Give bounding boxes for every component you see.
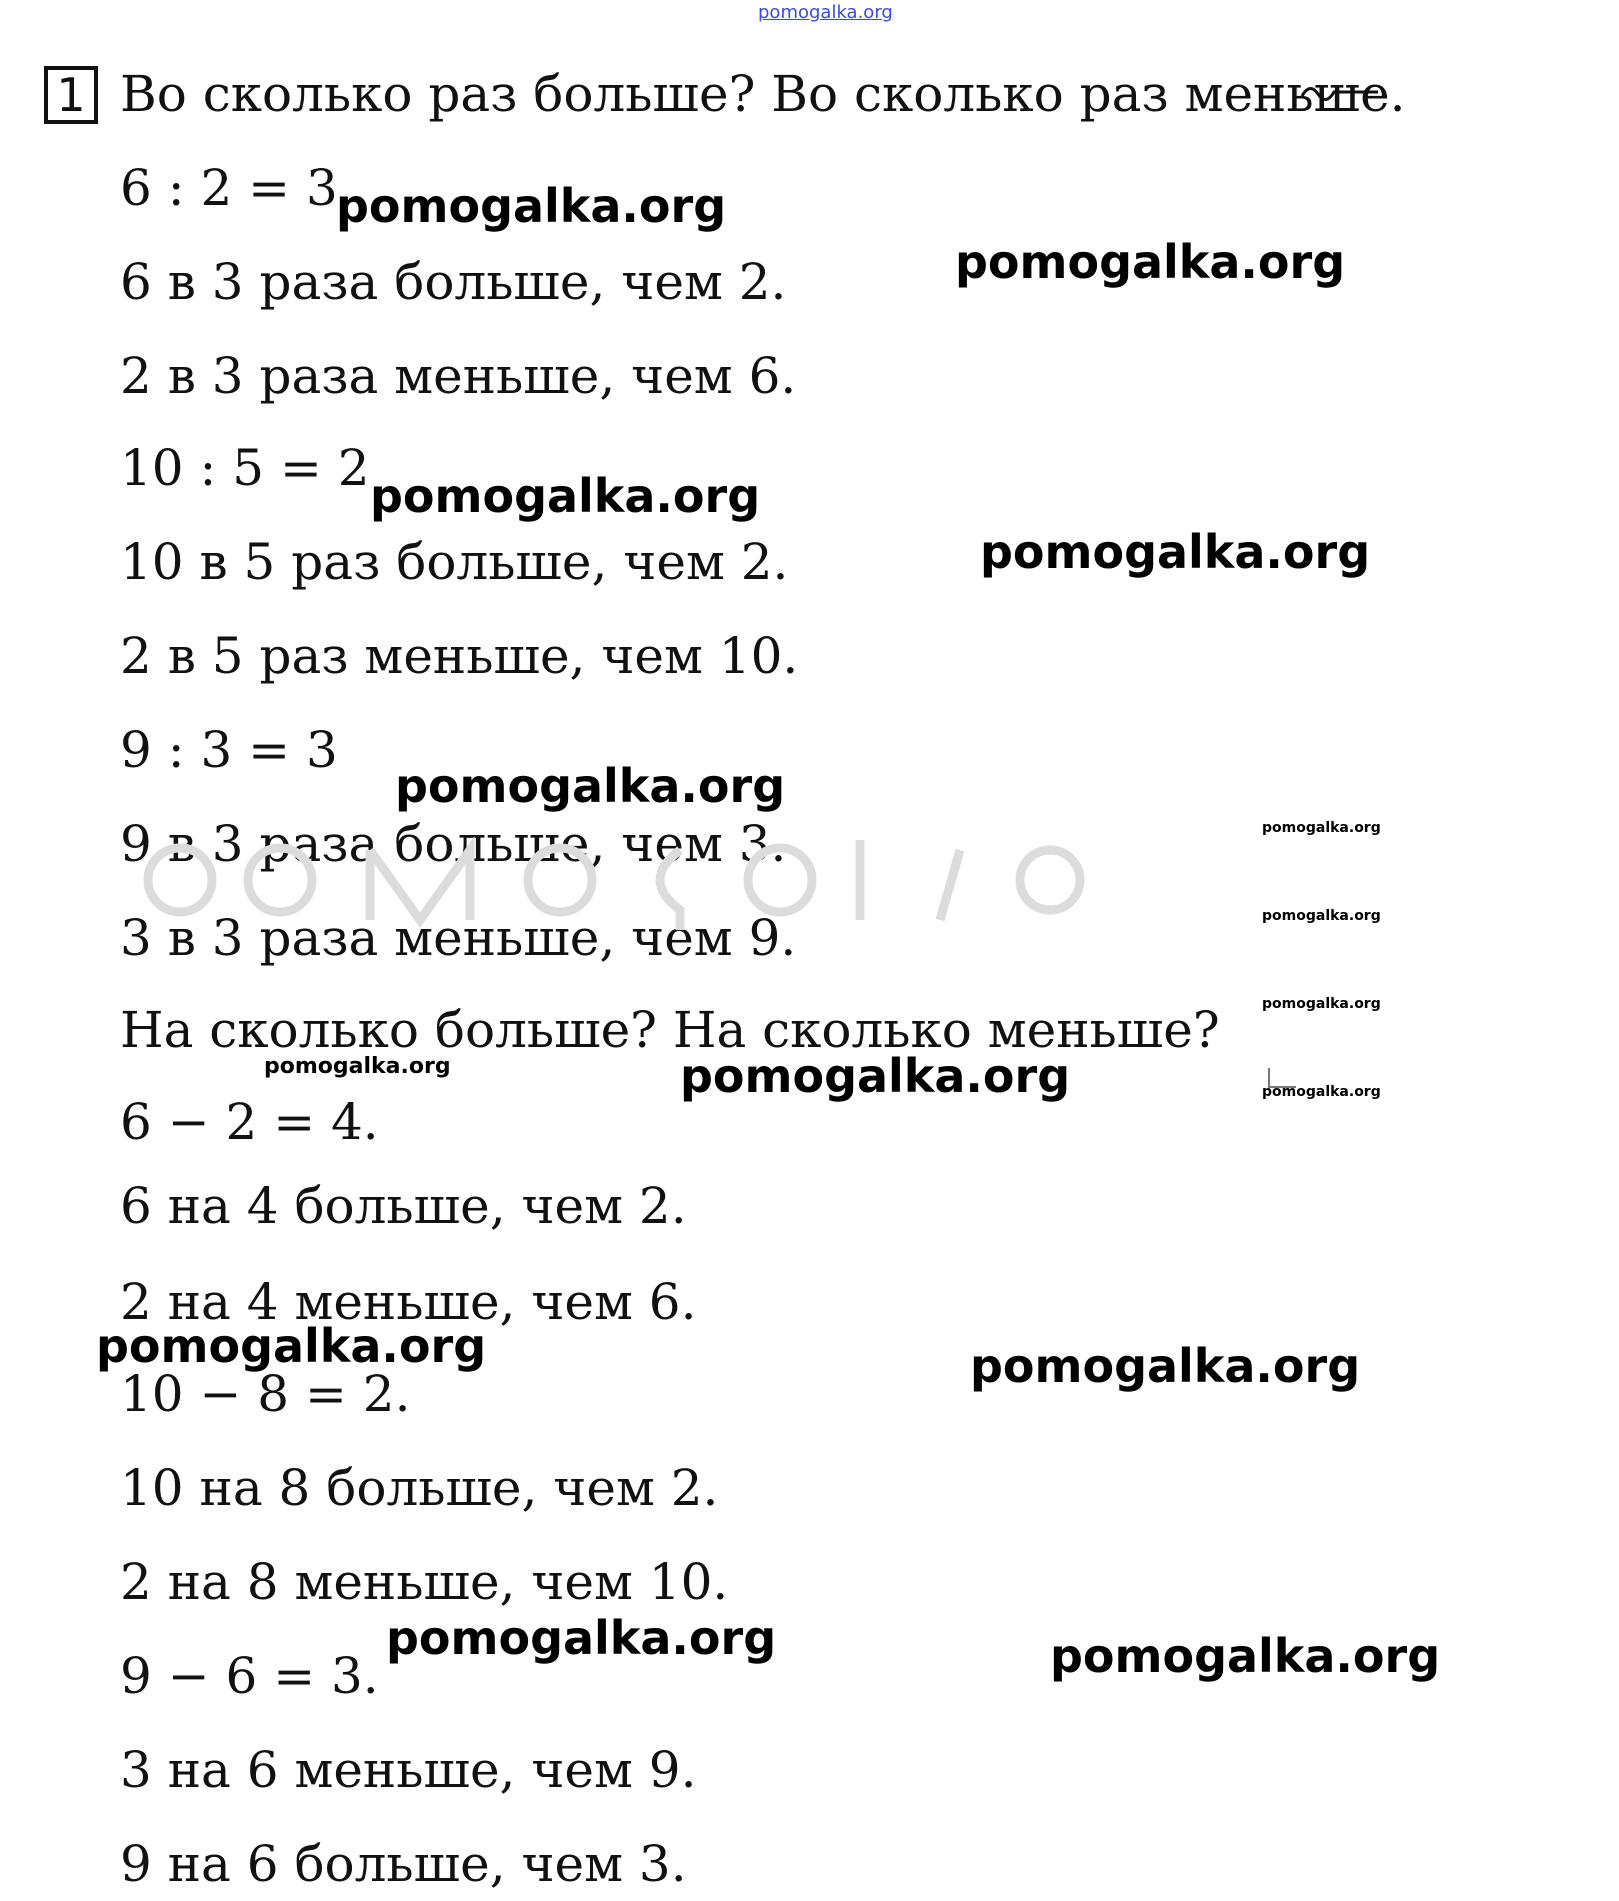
watermark: pomogalka.org [386,1611,777,1665]
answer-line: 2 на 4 меньше, чем 6. [120,1273,697,1331]
answer-line: 9 : 3 = 3 [120,721,338,779]
answer-line: 9 − 6 = 3. [120,1647,379,1705]
watermark: pomogalka.org [370,469,761,523]
scribble-mark [1300,78,1380,102]
answer-line: 2 на 8 меньше, чем 10. [120,1553,729,1611]
answer-line: 10 : 5 = 2 [120,439,370,497]
task-number-box: 1 [44,66,98,124]
watermark: pomogalka.org [336,179,727,233]
answer-line: 3 на 6 меньше, чем 9. [120,1741,697,1799]
answer-line: 6 − 2 = 4. [120,1093,379,1151]
watermark: pomogalka.org [96,1319,487,1373]
watermark-small: pomogalka.org [1262,908,1381,924]
watermark: pomogalka.org [395,759,786,813]
answer-line: 10 − 8 = 2. [120,1365,411,1423]
watermark-small: pomogalka.org [1262,820,1381,836]
watermark-small: pomogalka.org [264,1054,451,1079]
task-title: Во сколько раз больше? Во сколько раз меньше. [120,65,1406,123]
answer-line: 9 на 6 больше, чем 3. [120,1835,687,1893]
answer-line: 6 : 2 = 3 [120,159,338,217]
top-watermark[interactable]: pomogalka.org [758,2,893,23]
answer-line: 10 на 8 больше, чем 2. [120,1459,719,1517]
answer-line: 10 в 5 раз больше, чем 2. [120,533,789,591]
watermark: pomogalka.org [1050,1629,1441,1683]
answer-line: 9 в 3 раза больше, чем 3. [120,815,787,873]
answer-line: 3 в 3 раза меньше, чем 9. [120,909,797,967]
answer-line: 6 на 4 больше, чем 2. [120,1177,687,1235]
watermark-small: pomogalka.org [1262,996,1381,1012]
answer-line: 2 в 5 раз меньше, чем 10. [120,627,799,685]
watermark-small: pomogalka.org [1262,1084,1381,1100]
answer-line: 6 в 3 раза больше, чем 2. [120,253,787,311]
watermark: pomogalka.org [680,1049,1071,1103]
answer-line: 2 в 3 раза меньше, чем 6. [120,347,797,405]
watermark: pomogalka.org [955,235,1346,289]
watermark: pomogalka.org [970,1339,1361,1393]
section-heading: На сколько больше? На сколько меньше? [120,1001,1220,1059]
watermark: pomogalka.org [980,525,1371,579]
